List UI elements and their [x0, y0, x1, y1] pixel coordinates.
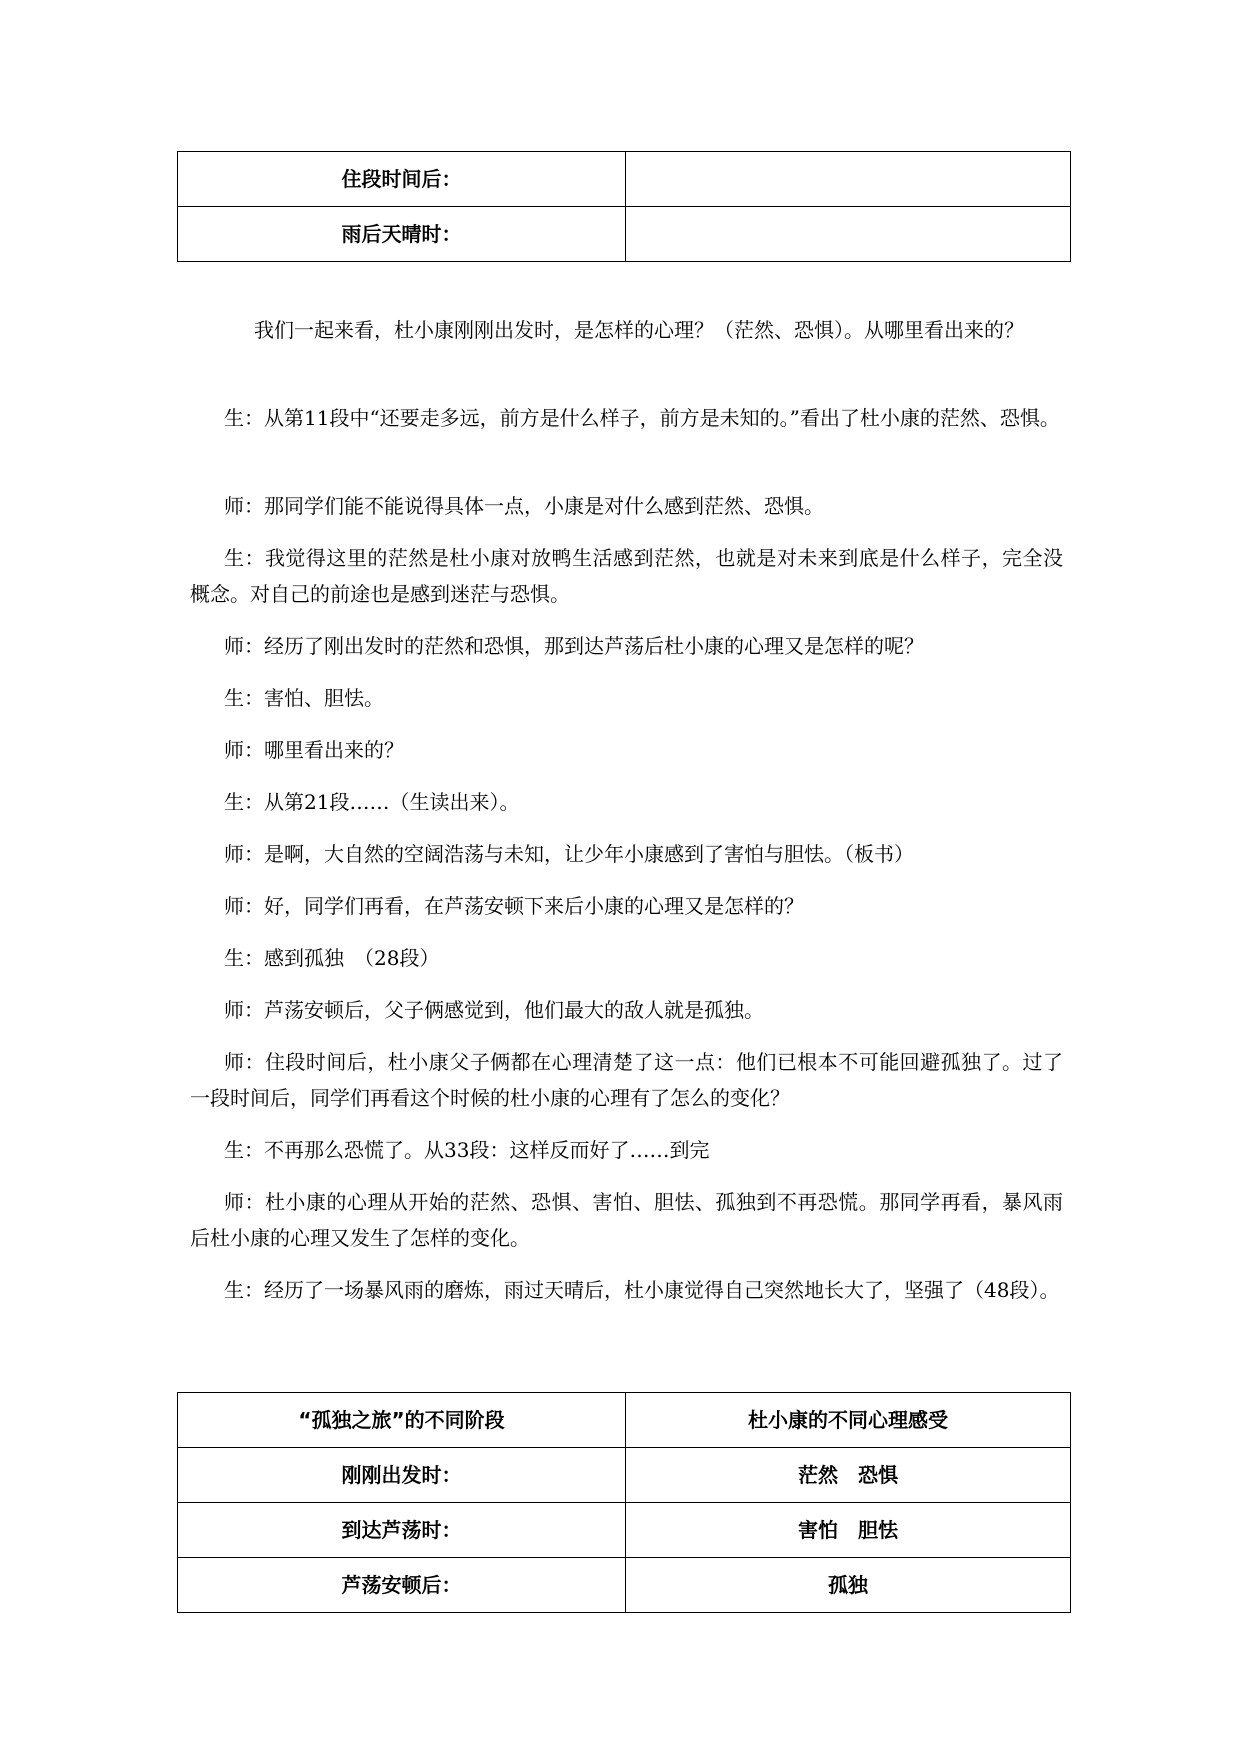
- table-cell-stage: 到达芦荡时：: [178, 1503, 626, 1558]
- paragraph: 师：经历了刚出发时的茫然和恐惧，那到达芦荡后杜小康的心理又是怎样的呢？: [224, 634, 924, 658]
- table-cell-feeling: [626, 207, 1071, 262]
- table-cell-feeling: 害怕 胆怯: [626, 1503, 1071, 1558]
- paragraph: 师：哪里看出来的？: [224, 738, 404, 762]
- paragraph: 师：芦荡安顿后，父子俩感觉到，他们最大的敌人就是孤独。: [224, 998, 764, 1022]
- table-row: [178, 1448, 1071, 1503]
- table-header-row: [178, 1393, 1071, 1448]
- paragraph: 师：那同学们能不能说得具体一点，小康是对什么感到茫然、恐惧。: [224, 494, 824, 518]
- paragraph: 师：好，同学们再看，在芦荡安顿下来后小康的心理又是怎样的？: [224, 894, 804, 918]
- paragraph: 师：是啊，大自然的空阔浩荡与未知，让少年小康感到了害怕与胆怯。（板书）: [224, 842, 914, 866]
- table-header-feeling: 杜小康的不同心理感受: [626, 1393, 1071, 1448]
- table-cell-stage: 芦荡安顿后：: [178, 1558, 626, 1613]
- table-cell-feeling: 孤独: [626, 1558, 1071, 1613]
- paragraph: 生：我觉得这里的茫然是杜小康对放鸭生活感到茫然，也就是对未来到底是什么样子，完全没概念。对自己的前途也是感到迷茫与恐惧。: [190, 546, 1063, 606]
- paragraph: 师：杜小康的心理从开始的茫然、恐惧、害怕、胆怯、孤独到不再恐慌。那同学再看，暴风雨后杜小康的心理又发生了怎样的变化。: [190, 1190, 1063, 1250]
- table-cell-feeling: 茫然 恐惧: [626, 1448, 1071, 1503]
- stage-table-continued: [177, 151, 1071, 262]
- table-row: [178, 207, 1071, 262]
- paragraph: 我们一起来看，杜小康刚刚出发时，是怎样的心理？（茫然、恐惧）。从哪里看出来的？: [254, 318, 1024, 342]
- table-header-stage: “孤独之旅”的不同阶段: [178, 1393, 626, 1448]
- paragraph: 师：住段时间后，杜小康父子俩都在心理清楚了这一点：他们已根本不可能回避孤独了。过了一段时间后，同学们再看这个时候的杜小康的心理有了怎么的变化？: [190, 1050, 1063, 1110]
- paragraph: 生：害怕、胆怯。: [224, 686, 384, 710]
- paragraph: 生：从第21段……（生读出来）。: [224, 790, 520, 814]
- table-row: [178, 1558, 1071, 1613]
- paragraph: 生：从第11段中“还要走多远，前方是什么样子，前方是未知的。”看出了杜小康的茫然、恐惧。: [224, 406, 1060, 430]
- paragraph: 生：感到孤独 （28段）: [224, 946, 440, 970]
- stage-feeling-table: [177, 1392, 1071, 1613]
- table-cell-stage: 住段时间后：: [178, 152, 626, 207]
- table-cell-stage: 雨后天晴时：: [178, 207, 626, 262]
- table-row: [178, 1503, 1071, 1558]
- table-row: [178, 152, 1071, 207]
- table-cell-feeling: [626, 152, 1071, 207]
- paragraph: 生：经历了一场暴风雨的磨炼，雨过天晴后，杜小康觉得自己突然地长大了，坚强了（48段）。: [224, 1278, 1060, 1302]
- paragraph: 生：不再那么恐慌了。从33段：这样反而好了……到完: [224, 1138, 710, 1162]
- table-cell-stage: 刚刚出发时：: [178, 1448, 626, 1503]
